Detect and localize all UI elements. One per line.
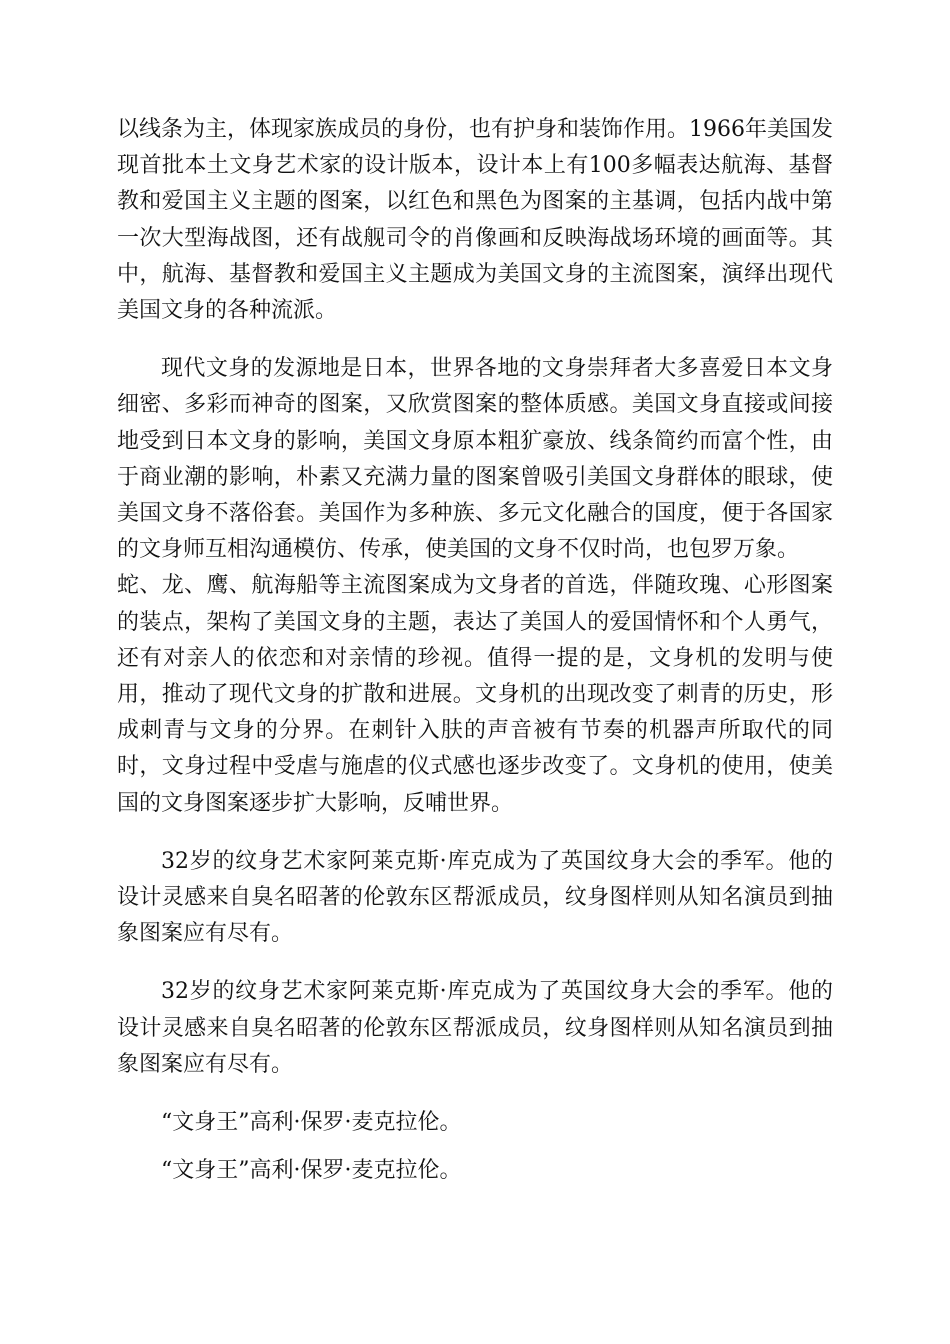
paragraph-continuation: 以线条为主，体现家族成员的身份，也有护身和装饰作用。1966年美国发现首批本土文身艺术家的设计版本，设计本上有100多幅表达航海、基督教和爱国主义主题的图案，以红色和黑色为图案的主基调，包括内战中第一次大型海战图，还有战舰司令的肖像画和反映海战场环境的画面等。其中，航海、基督教和爱国主义主题成为美国文身的主流图案，演绎出现代美国文身的各种流派。 — [117, 117, 833, 324]
caption-tattoo-king-2: “文身王”高利·保罗·麦克拉伦。 — [161, 1158, 462, 1184]
paragraph-modern-tattoo-origin: 现代文身的发源地是日本，世界各地的文身崇拜者大多喜爱日本文身细密、多彩而神奇的图案，又欣赏图案的整体质感。美国文身直接或间接地受到日本文身的影响，美国文身原本粗犷豪放、线条简约而富个性，由于商业潮的影响，朴素又充满力量的图案曾吸引美国文身群体的眼球，使美国文身不落俗套。美国作为多种族、多元文化融合的国度，便于各国家的文身师互相沟通模仿、传承，使美国的文身不仅时尚，也包罗万象。 — [117, 356, 833, 563]
paragraph-alex-cook-2: 32岁的纹身艺术家阿莱克斯·库克成为了英国纹身大会的季军。他的设计灵感来自臭名昭著的伦敦东区帮派成员，纹身图样则从知名演员到抽象图案应有尽有。 — [117, 979, 833, 1077]
paragraph-alex-cook-1: 32岁的纹身艺术家阿莱克斯·库克成为了英国纹身大会的季军。他的设计灵感来自臭名昭著的伦敦东区帮派成员，纹身图样则从知名演员到抽象图案应有尽有。 — [117, 848, 833, 947]
document-page — [117, 112, 833, 1189]
paragraph-mainstream-patterns: 蛇、龙、鹰、航海船等主流图案成为文身者的首选，伴随玫瑰、心形图案的装点，架构了美国文身的主题，表达了美国人的爱国情怀和个人勇气，还有对亲人的依恋和对亲情的珍视。值得一提的是，文身机的发明与使用，推动了现代文身的扩散和进展。文身机的出现改变了刺青的历史，形成刺青与文身的分界。在刺针入肤的声音被有节奏的机器声所取代的同时，文身过程中受虐与施虐的仪式感也逐步改变了。文身机的使用，使美国的文身图案逐步扩大影响，反哺世界。 — [117, 573, 833, 816]
caption-tattoo-king-1: “文身王”高利·保罗·麦克拉伦。 — [161, 1110, 462, 1136]
